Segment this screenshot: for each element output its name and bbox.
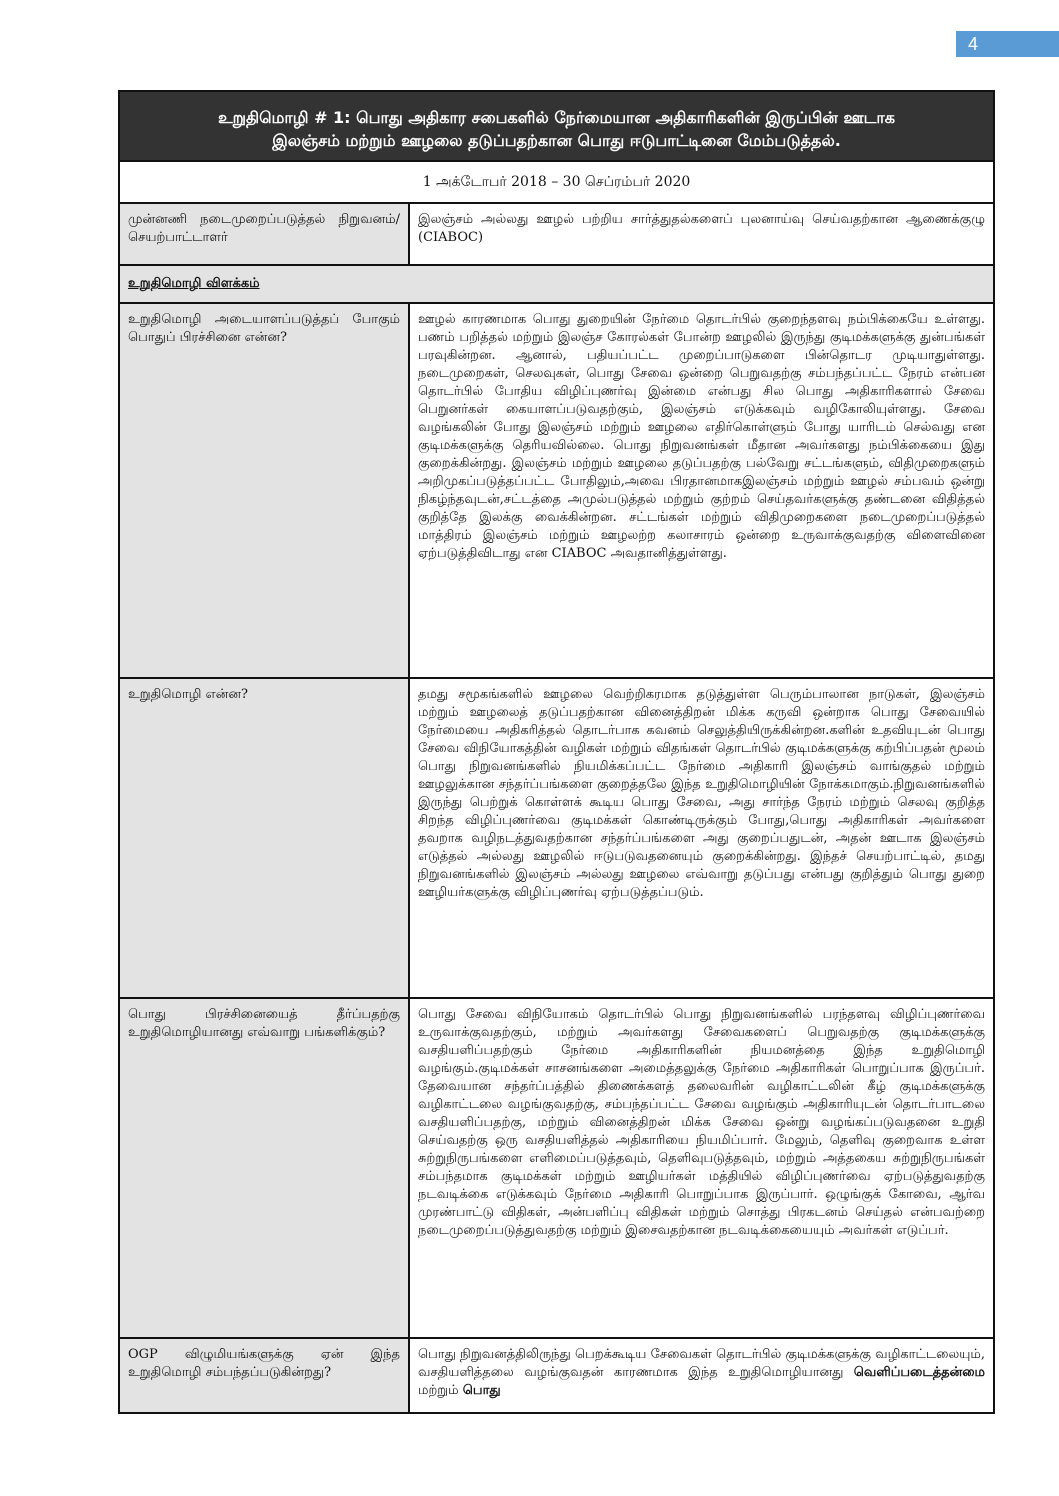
- table-row: [119, 678, 994, 998]
- row-label-ogp-relevance: OGP விழுமியங்களுக்கு ஏன் இந்த உறுதிமொழி சம்பந்தப்படுகின்றது?: [119, 1338, 409, 1413]
- commitment-title-line-2: இலஞ்சம் மற்றும் ஊழலை தடுப்பதற்கான பொது ஈடுபாட்டினை மேம்படுத்தல்.: [272, 131, 841, 150]
- ogp-value-public: பொது: [462, 1383, 501, 1398]
- page-number-badge: [956, 31, 1059, 57]
- lead-agency-value: இலஞ்சம் அல்லது ஊழல் பற்றிய சார்த்துதல்களைப் புலனாய்வு செய்வதற்கான ஆணைக்குழு (CIABOC): [409, 203, 994, 265]
- row-label-commitment: உறுதிமொழி என்ன?: [119, 678, 409, 998]
- row-label-contribution: பொது பிரச்சினையைத் தீர்ப்பதற்கு உறுதிமொழியானது எவ்வாறு பங்களிக்கும்?: [119, 998, 409, 1338]
- section-heading-text: உறுதிமொழி விளக்கம்: [128, 276, 260, 291]
- row-value-ogp-relevance: [409, 1338, 994, 1413]
- row-value-commitment: தமது சமூகங்களில் ஊழலை வெற்றிகரமாக தடுத்துள்ள பெரும்பாலான நாடுகள், இலஞ்சம் மற்றும் ஊழலைத் தடுப்பதற்கான வினைத்திறன் மிக்க கருவி ஒன்றாக பொது சேவையில் நேர்மையை அதிகரித்தல் தொடர்பாக கவனம் செலுத்தியிருக்கின்றன.களின் உதவியுடன் பொது சேவை விநியோகத்தின் வழிகள் மற்றும் விதங்கள் தொடர்பில் குடிமக்களுக்கு கற்பிப்பதன் மூலம் பொது நிறுவனங்களில் நியமிக்கப்பட்ட நேர்மை அதிகாரி இலஞ்சம் வாங்குதல் மற்றும் ஊழலுக்கான சந்தர்ப்பங்களை குறைத்தலே இந்த உறுதிமொழியின் நோக்கமாகும்.நிறுவனங்களில் இருந்து பெற்றுக் கொள்ளக் கூடிய பொது சேவை, அது சார்ந்த நேரம் மற்றும் செலவு குறித்த சிறந்த விழிப்புணர்வை குடிமக்கள் கொண்டிருக்கும் போது,பொது அதிகாரிகள் அவர்களை தவறாக வழிநடத்துவதற்கான சந்தர்ப்பங்களை அது குறைப்பதுடன், அதன் ஊடாக இலஞ்சம் எடுத்தல் அல்லது ஊழலில் ஈடுபடுவதனையும் குறைக்கின்றது. இந்தச் செயற்பாட்டில், தமது நிறுவனங்களில் இலஞ்சம் அல்லது ஊழலை எவ்வாறு தடுப்பது என்பது குறித்தும் பொது துறை ஊழியர்களுக்கு விழிப்புணர்வு ஏற்படுத்தப்படும்.: [409, 678, 994, 998]
- table-row: [119, 1338, 994, 1413]
- row-value-problem: ஊழல் காரணமாக பொது துறையின் நேர்மை தொடர்பில் குறைந்தளவு நம்பிக்கையே உள்ளது. பணம் பறித்தல் மற்றும் இலஞ்ச கோரல்கள் போன்ற ஊழலில் இருந்து குடிமக்களுக்கு துன்பங்கள் பரவுகின்றன. ஆனால், பதியப்பட்ட முறைப்பாடுகளை பின்தொடர முடியாதுள்ளது. நடைமுறைகள், செலவுகள், பொது சேவை ஒன்றை பெறுவதற்கு சம்பந்தப்பட்ட நேரம் என்பன தொடர்பில் போதிய விழிப்புணர்வு இன்மை என்பது சில பொது அதிகாரிகளால் சேவை பெறுனர்கள் கையாளப்படுவதற்கும், இலஞ்சம் எடுக்கவும் வழிகோலியுள்ளது. சேவை வழங்கலின் போது இலஞ்சம் மற்றும் ஊழலை எதிர்கொள்ளும் போது யாரிடம் செல்வது என குடிமக்களுக்கு தெரியவில்லை. பொது நிறுவனங்கள் மீதான அவர்களது நம்பிக்கையை இது குறைக்கின்றது. இலஞ்சம் மற்றும் ஊழலை தடுப்பதற்கு பல்வேறு சட்டங்களும், விதிமுறைகளும் அறிமுகப்படுத்தப்பட்ட போதிலும்,அவை பிரதானமாகஇலஞ்சம் மற்றும் ஊழல் சம்பவம் ஒன்று நிகழ்ந்தவுடன்,சட்டத்தை அமுல்படுத்தல் மற்றும் குற்றம் செய்தவர்களுக்கு தண்டனை விதித்தல் குறித்தே இலக்கு வைக்கின்றன. சட்டங்கள் மற்றும் விதிமுறைகளை நடைமுறைப்படுத்தல் மாத்திரம் இலஞ்சம் மற்றும் ஊழலற்ற கலாசாரம் ஒன்றை உருவாக்குவதற்கு விளைவினை ஏற்படுத்திவிடாது என CIABOC அவதானித்துள்ளது.: [409, 303, 994, 678]
- date-range: 1 அக்டோபர் 2018 – 30 செப்ரம்பர் 2020: [119, 161, 994, 203]
- table-row: [119, 998, 994, 1338]
- table-row: [119, 303, 994, 678]
- page-number: 4: [968, 34, 979, 54]
- commitment-table: [118, 90, 995, 1414]
- row-label-problem: உறுதிமொழி அடையாளப்படுத்தப் போகும் பொதுப் பிரச்சினை என்ன?: [119, 303, 409, 678]
- lead-agency-label: முன்னணி நடைமுறைப்படுத்தல் நிறுவனம்/செயற்பாட்டாளர்: [119, 203, 409, 265]
- section-heading: [119, 265, 994, 303]
- ogp-value-transparency: வெளிப்படைத்தன்மை: [853, 1365, 985, 1380]
- ogp-text-and: மற்றும்: [418, 1383, 463, 1398]
- commitment-title: [119, 91, 994, 161]
- ogp-text-start: பொது நிறுவனத்திலிருந்து பெறக்கூடிய சேவைகள் தொடர்பில் குடிமக்களுக்கு வழிகாட்டலையும், வசதியளித்தலை வழங்குவதன் காரணமாக இந்த உறுதிமொழியானது: [418, 1347, 985, 1380]
- row-value-contribution: பொது சேவை விநியோகம் தொடர்பில் பொது நிறுவனங்களில் பரந்தளவு விழிப்புணர்வை உருவாக்குவதற்கும், மற்றும் அவர்களது சேவைகளைப் பெறுவதற்கு குடிமக்களுக்கு வசதியளிப்பதற்கும் நேர்மை அதிகாரிகளின் நியமனத்தை இந்த உறுதிமொழி வழங்கும்.குடிமக்கள் சாசனங்களை அமைத்தலுக்கு நேர்மை அதிகாரிகள் பொறுப்பாக இருப்பர். தேவையான சந்தர்ப்பத்தில் திணைக்களத் தலைவரின் வழிகாட்டலின் கீழ் குடிமக்களுக்கு வழிகாட்டலை வழங்குவதற்கு, சம்பந்தப்பட்ட சேவை வழங்கும் அதிகாரியுடன் தொடர்பாடலை வசதியளிப்பதற்கு, மற்றும் வினைத்திறன் மிக்க சேவை ஒன்று வழங்கப்படுவதனை உறுதி செய்வதற்கு ஒரு வசதியளித்தல் அதிகாரியை நியமிப்பார். மேலும், தெளிவு குறைவாக உள்ள சுற்றுநிருபங்களை எளிமைப்படுத்தவும், தெளிவுபடுத்தவும், மற்றும் அத்தகைய சுற்றுநிருபங்கள் சம்பந்தமாக குடிமக்கள் மற்றும் ஊழியர்கள் மத்தியில் விழிப்புணர்வை ஏற்படுத்துவதற்கு நடவடிக்கை எடுக்கவும் நேர்மை அதிகாரி பொறுப்பாக இருப்பார். ஒழுங்குக் கோவை, ஆர்வ முரண்பாட்டு விதிகள், அன்பளிப்பு விதிகள் மற்றும் சொத்து பிரகடனம் செய்தல் என்பவற்றை நடைமுறைப்படுத்துவதற்கு மற்றும் இசைவதற்கான நடவடிக்கையையும் அவர்கள் எடுப்பர்.: [409, 998, 994, 1338]
- commitment-title-line-1: உறுதிமொழி # 1: பொது அதிகார சபைகளில் நேர்மையான அதிகாரிகளின் இருப்பின் ஊடாக: [218, 108, 895, 127]
